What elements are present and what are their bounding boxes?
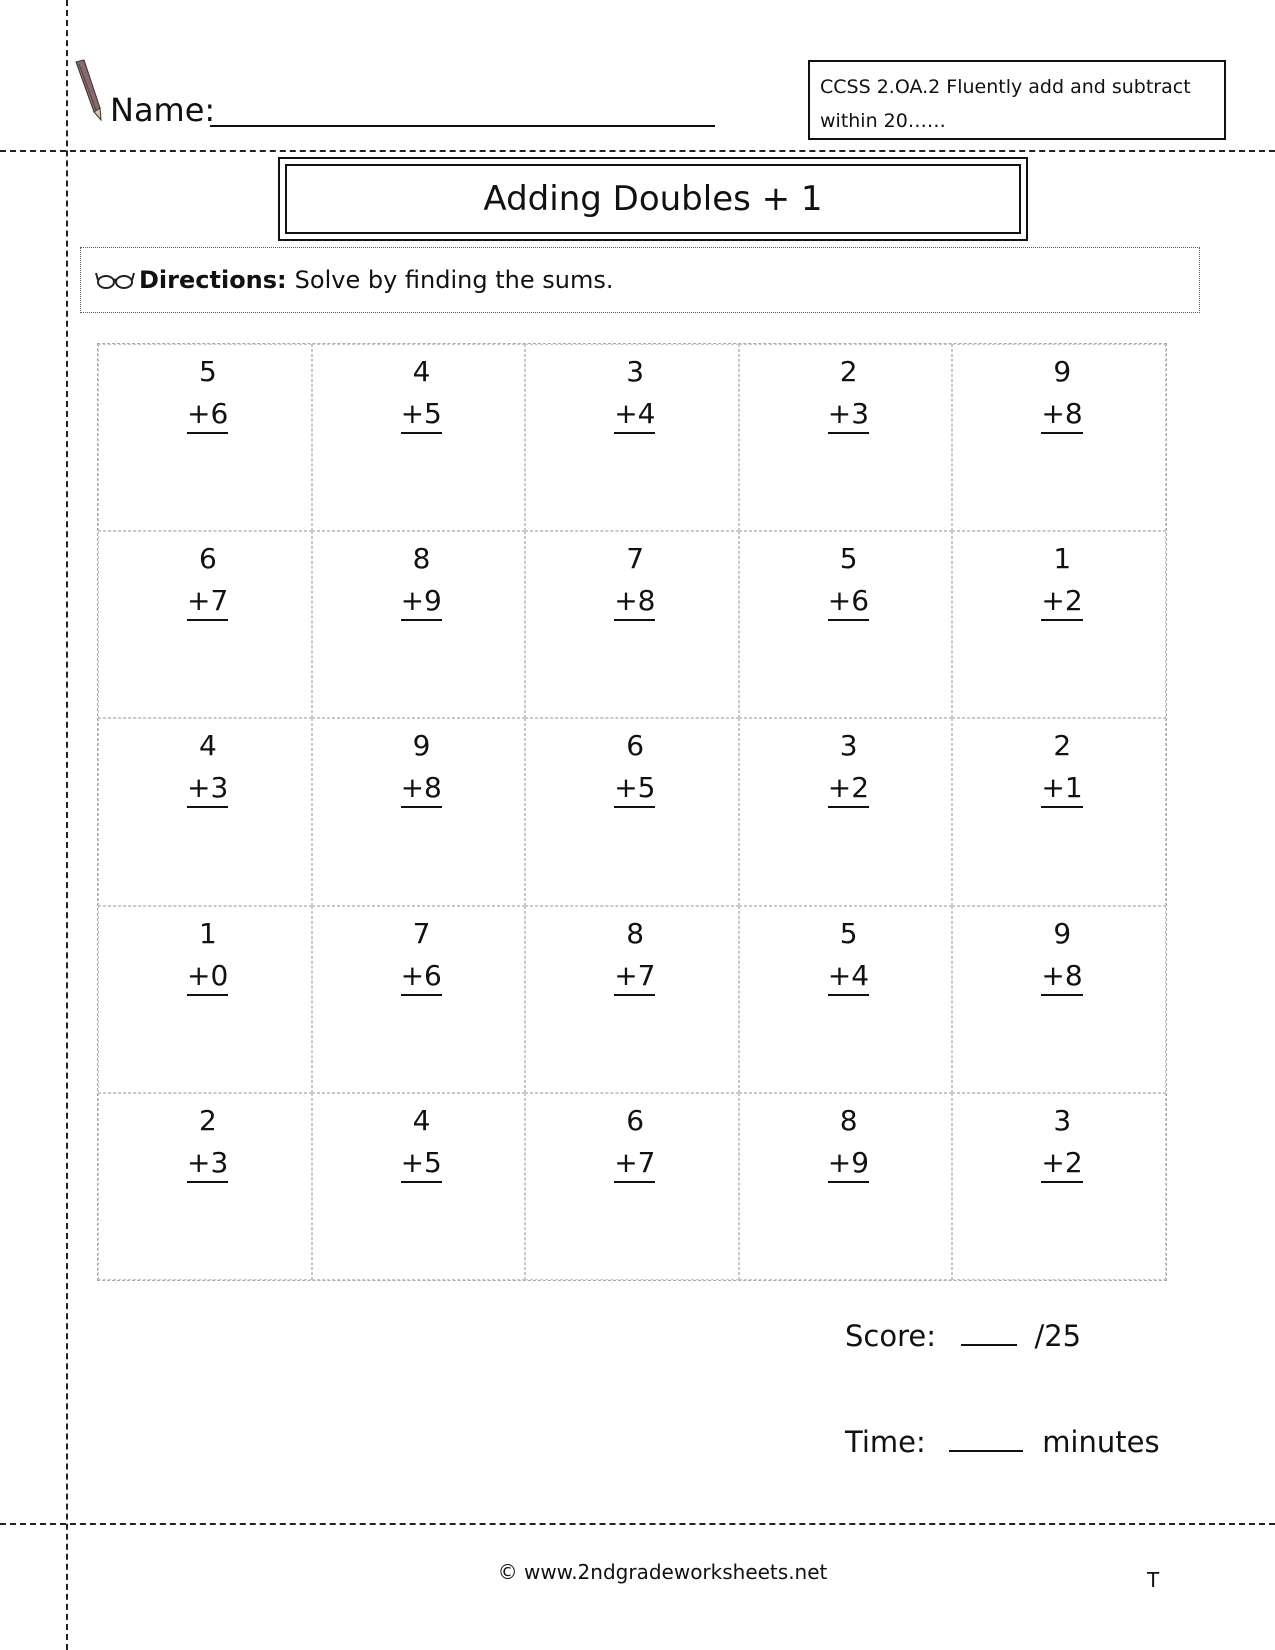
- title-box: [278, 157, 1028, 241]
- addend-bottom: +5: [401, 397, 442, 434]
- problem-cell[interactable]: [312, 718, 526, 905]
- addend-bottom: +5: [401, 1146, 442, 1183]
- addend-bottom: +6: [187, 397, 228, 434]
- addend-top: 2: [199, 1103, 217, 1137]
- time-unit: minutes: [1042, 1425, 1160, 1459]
- addend-top: 3: [626, 355, 645, 388]
- addend-bottom: +0: [187, 959, 228, 996]
- footer-copyright: © www.2ndgradeworksheets.net: [497, 1560, 828, 1584]
- problem-cell[interactable]: [312, 344, 526, 531]
- problem-cell[interactable]: [98, 718, 312, 905]
- addend-bottom: +8: [614, 584, 655, 621]
- addend-top: 7: [412, 916, 431, 950]
- problem-cell[interactable]: [739, 718, 953, 905]
- problem-cell[interactable]: [739, 344, 953, 531]
- name-field-line[interactable]: [210, 125, 715, 127]
- addend-bottom: +3: [187, 771, 228, 808]
- problem-cell[interactable]: [525, 531, 739, 718]
- problem-cell[interactable]: [952, 718, 1166, 905]
- addend-bottom: +4: [614, 397, 655, 434]
- addend-bottom: +6: [828, 584, 869, 621]
- standard-box: CCSS 2.OA.2 Fluently add and subtract within 20……: [808, 60, 1226, 140]
- directions-box: [80, 247, 1200, 313]
- addend-bottom: +2: [1041, 584, 1082, 621]
- name-label: Name:: [110, 91, 216, 129]
- addend-top: 4: [199, 729, 217, 763]
- addend-top: 2: [839, 355, 858, 388]
- problem-cell[interactable]: [525, 906, 739, 1093]
- problem-cell[interactable]: [952, 906, 1166, 1093]
- addend-bottom: +7: [187, 584, 228, 621]
- addend-top: 5: [839, 542, 858, 576]
- addend-top: 3: [1053, 1103, 1072, 1137]
- addend-top: 2: [1053, 729, 1072, 763]
- time-line: [845, 1422, 1160, 1462]
- problem-cell[interactable]: [739, 531, 953, 718]
- addend-bottom: +7: [614, 1146, 655, 1183]
- addend-top: 9: [1053, 916, 1072, 950]
- pencil-icon: [70, 58, 106, 122]
- score-total: /25: [1034, 1319, 1082, 1353]
- problem-cell[interactable]: [98, 1093, 312, 1280]
- score-blank[interactable]: [961, 1318, 1017, 1346]
- addend-top: 8: [626, 916, 645, 950]
- problem-cell[interactable]: [312, 531, 526, 718]
- addend-top: 3: [839, 729, 858, 763]
- problem-cell[interactable]: [739, 1093, 953, 1280]
- addend-bottom: +4: [828, 959, 869, 996]
- addend-bottom: +8: [1041, 397, 1082, 434]
- problem-cell[interactable]: [952, 531, 1166, 718]
- problems-grid: [97, 343, 1167, 1281]
- addend-top: 5: [199, 355, 217, 388]
- addend-bottom: +8: [401, 771, 442, 808]
- addend-bottom: +8: [1041, 959, 1082, 996]
- addend-bottom: +6: [401, 959, 442, 996]
- addend-bottom: +5: [614, 771, 655, 808]
- addend-top: 6: [626, 729, 645, 763]
- problem-cell[interactable]: [525, 344, 739, 531]
- problem-cell[interactable]: [739, 906, 953, 1093]
- addend-bottom: +1: [1041, 771, 1082, 808]
- directions-text: Solve by finding the sums.: [294, 266, 614, 294]
- left-margin-line: [66, 0, 68, 1650]
- top-guide-line: [0, 150, 1275, 152]
- addend-bottom: +7: [614, 959, 655, 996]
- problem-cell[interactable]: [98, 531, 312, 718]
- addend-top: 4: [412, 355, 431, 388]
- addend-bottom: +3: [828, 397, 869, 434]
- problem-cell[interactable]: [525, 718, 739, 905]
- addend-top: 6: [626, 1103, 645, 1137]
- time-label: Time:: [845, 1425, 926, 1459]
- addend-bottom: +2: [1041, 1146, 1082, 1183]
- addend-top: 5: [839, 916, 858, 950]
- score-label: Score:: [845, 1319, 936, 1353]
- problem-cell[interactable]: [98, 906, 312, 1093]
- directions-label: Directions:: [139, 266, 287, 294]
- addend-top: 9: [1053, 355, 1072, 388]
- addend-top: 7: [626, 542, 645, 576]
- addend-top: 9: [412, 729, 431, 763]
- glasses-icon: [95, 269, 135, 291]
- problem-cell[interactable]: [525, 1093, 739, 1280]
- addend-top: 1: [199, 916, 217, 950]
- addend-top: 4: [412, 1103, 431, 1137]
- page-title: Adding Doubles + 1: [285, 164, 1021, 234]
- score-line: [845, 1316, 1081, 1356]
- addend-bottom: +9: [401, 584, 442, 621]
- problem-cell[interactable]: [312, 1093, 526, 1280]
- addend-bottom: +9: [828, 1146, 869, 1183]
- addend-top: 8: [839, 1103, 858, 1137]
- addend-top: 6: [199, 542, 217, 576]
- problem-cell[interactable]: [312, 906, 526, 1093]
- addend-bottom: +2: [828, 771, 869, 808]
- addend-bottom: +3: [187, 1146, 228, 1183]
- time-blank[interactable]: [949, 1424, 1023, 1452]
- addend-top: 8: [412, 542, 431, 576]
- bottom-guide-line: [0, 1523, 1275, 1525]
- addend-top: 1: [1053, 542, 1072, 576]
- problem-cell[interactable]: [952, 344, 1166, 531]
- problem-cell[interactable]: [952, 1093, 1166, 1280]
- problem-cell[interactable]: [98, 344, 312, 531]
- corner-mark: T: [1147, 1568, 1160, 1592]
